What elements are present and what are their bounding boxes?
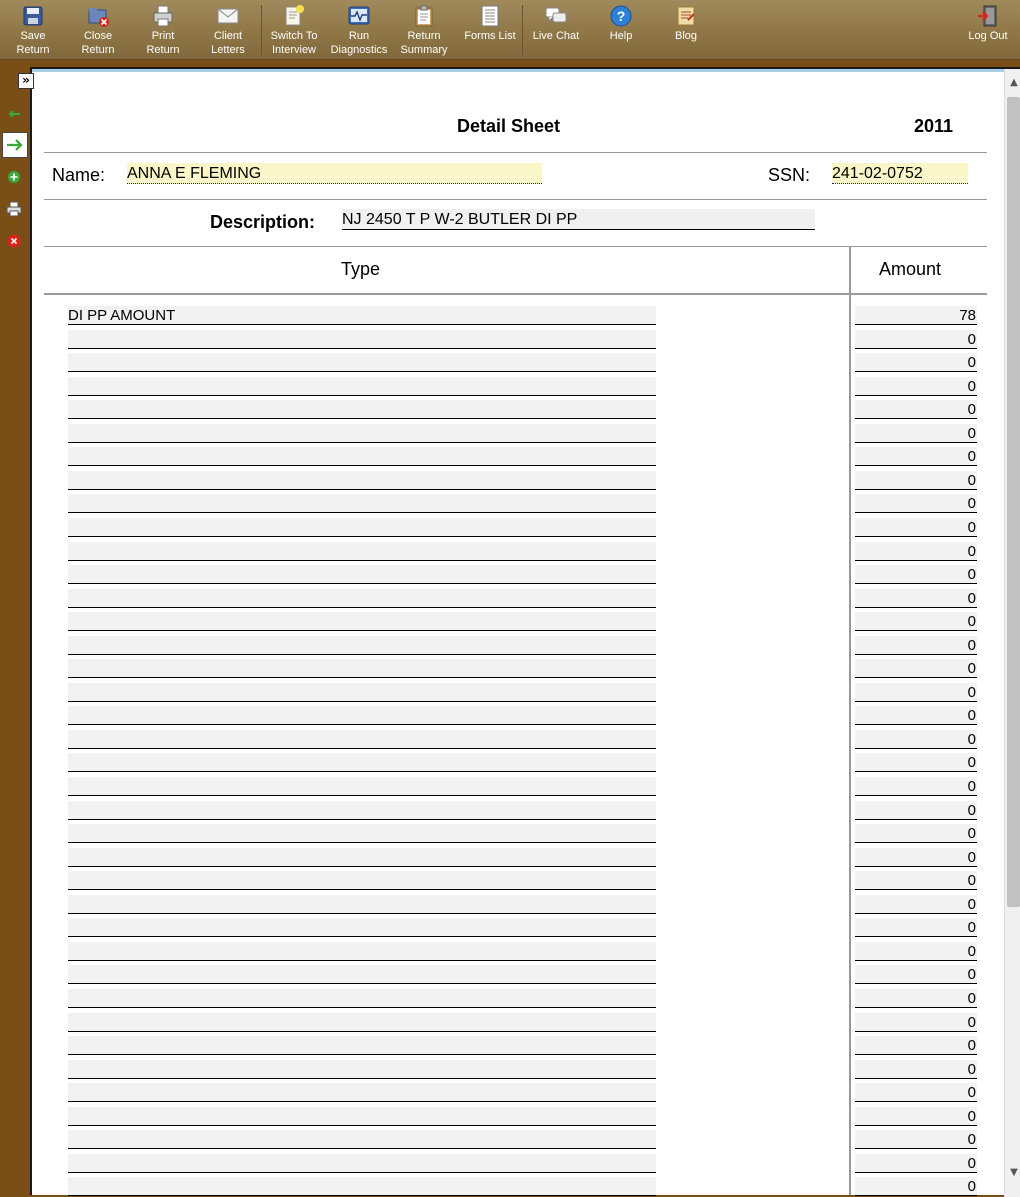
type-column-header: Type: [341, 259, 381, 279]
return-summary-button[interactable]: [393, 4, 455, 58]
amount-cell[interactable]: 0: [855, 1130, 977, 1149]
scrollbar-thumb[interactable]: [1007, 97, 1020, 907]
save-return-button[interactable]: [2, 4, 64, 58]
run-diagnostics-button[interactable]: [328, 4, 390, 58]
type-cell[interactable]: [68, 612, 656, 631]
frame-accent-bar: [32, 69, 1004, 72]
amount-cell[interactable]: 0: [855, 942, 977, 961]
type-cell[interactable]: [68, 494, 656, 513]
type-cell[interactable]: [68, 848, 656, 867]
amount-cell[interactable]: 0: [855, 612, 977, 631]
amount-cell[interactable]: 0: [855, 542, 977, 561]
log-out-door-icon: [976, 4, 1000, 28]
expand-panel-button[interactable]: »: [18, 73, 34, 89]
type-cell[interactable]: [68, 542, 656, 561]
live-chat-button[interactable]: [525, 4, 587, 58]
amount-cell[interactable]: 0: [855, 1177, 977, 1196]
type-cell[interactable]: [68, 1177, 656, 1196]
type-cell[interactable]: [68, 377, 656, 396]
amount-cell[interactable]: 0: [855, 1154, 977, 1173]
type-cell[interactable]: [68, 589, 656, 608]
amount-cell[interactable]: 0: [855, 871, 977, 890]
amount-cell[interactable]: 0: [855, 471, 977, 490]
delete-icon[interactable]: [4, 231, 24, 251]
type-cell[interactable]: [68, 471, 656, 490]
scroll-up-arrow-icon[interactable]: ▲: [1010, 77, 1018, 88]
close-return-label: Close Return: [81, 30, 115, 56]
amount-cell[interactable]: 0: [855, 400, 977, 419]
amount-cell[interactable]: 0: [855, 1083, 977, 1102]
amount-cell[interactable]: 0: [855, 377, 977, 396]
form-title: Detail Sheet: [457, 116, 561, 136]
amount-cell[interactable]: 0: [855, 589, 977, 608]
chat-bubbles-icon: [544, 4, 568, 28]
amount-column-header: Amount: [879, 259, 942, 279]
toolbar-separator: [261, 5, 262, 55]
type-cell[interactable]: [68, 942, 656, 961]
name-field[interactable]: ANNA E FLEMING: [127, 163, 542, 184]
divider: [44, 199, 987, 200]
amount-cell[interactable]: 0: [855, 447, 977, 466]
scroll-down-arrow-icon[interactable]: ▼: [1010, 1167, 1018, 1178]
forms-list-button[interactable]: [459, 4, 521, 58]
amount-cell[interactable]: 0: [855, 659, 977, 678]
amount-cell[interactable]: 0: [855, 1013, 977, 1032]
vertical-scrollbar[interactable]: [1004, 69, 1020, 1197]
type-cell[interactable]: [68, 400, 656, 419]
type-cell[interactable]: [68, 1060, 656, 1079]
print-return-label: Print Return: [146, 30, 180, 56]
type-cell[interactable]: [68, 989, 656, 1008]
run-diagnostics-label: Run Diagnostics: [330, 30, 388, 56]
print-icon[interactable]: [4, 199, 24, 219]
type-cell[interactable]: [68, 1083, 656, 1102]
type-cell[interactable]: [68, 777, 656, 796]
amount-cell[interactable]: 0: [855, 683, 977, 702]
amount-cell[interactable]: 78: [855, 306, 977, 325]
type-cell[interactable]: [68, 801, 656, 820]
amount-cell[interactable]: 0: [855, 730, 977, 749]
amount-cell[interactable]: 0: [855, 636, 977, 655]
help-label: Help: [609, 30, 633, 42]
print-return-button[interactable]: [132, 4, 194, 58]
type-cell[interactable]: [68, 895, 656, 914]
client-letters-label: Client Letters: [211, 30, 245, 56]
ssn-field[interactable]: 241-02-0752: [832, 163, 968, 184]
amount-cell[interactable]: 0: [855, 989, 977, 1008]
floppy-disk-icon: [21, 4, 45, 28]
type-cell[interactable]: DI PP AMOUNT: [68, 306, 656, 325]
name-label: Name:: [52, 165, 106, 185]
help-icon: [609, 4, 633, 28]
divider: [44, 246, 987, 247]
amount-cell[interactable]: 0: [855, 706, 977, 725]
type-cell[interactable]: [68, 1013, 656, 1032]
amount-cell[interactable]: 0: [855, 565, 977, 584]
divider: [44, 152, 987, 153]
back-arrow-icon[interactable]: [4, 104, 24, 124]
type-cell[interactable]: [68, 1036, 656, 1055]
amount-cell[interactable]: 0: [855, 424, 977, 443]
toolbar-separator: [522, 5, 523, 55]
type-cell[interactable]: [68, 659, 656, 678]
log-out-button[interactable]: [957, 4, 1019, 58]
amount-cell[interactable]: 0: [855, 801, 977, 820]
printer-icon: [151, 4, 175, 28]
switch-to-interview-label: Switch To Interview: [270, 30, 318, 56]
blog-scroll-icon: [674, 4, 698, 28]
description-field[interactable]: NJ 2450 T P W-2 BUTLER DI PP: [342, 209, 815, 230]
forward-arrow-icon: [3, 133, 27, 157]
column-divider: [849, 246, 851, 1195]
type-cell[interactable]: [68, 683, 656, 702]
type-cell[interactable]: [68, 1154, 656, 1173]
type-cell[interactable]: [68, 330, 656, 349]
switch-to-interview-button[interactable]: [263, 4, 325, 58]
help-button[interactable]: [590, 4, 652, 58]
description-label: Description:: [210, 212, 316, 232]
close-return-button[interactable]: [67, 4, 129, 58]
type-cell[interactable]: [68, 753, 656, 772]
diagnostics-monitor-icon: [347, 4, 371, 28]
svg-text:?: ?: [616, 8, 626, 24]
type-cell[interactable]: [68, 871, 656, 890]
amount-cell[interactable]: 0: [855, 824, 977, 843]
amount-cell[interactable]: 0: [855, 330, 977, 349]
header-divider: [44, 293, 987, 295]
close-folder-icon: [86, 4, 110, 28]
type-cell[interactable]: [68, 730, 656, 749]
amount-cell[interactable]: 0: [855, 848, 977, 867]
amount-cell[interactable]: 0: [855, 918, 977, 937]
type-cell[interactable]: [68, 1107, 656, 1126]
amount-cell[interactable]: 0: [855, 777, 977, 796]
add-icon[interactable]: [4, 167, 24, 187]
type-cell[interactable]: [68, 1130, 656, 1149]
left-sidebar: [0, 60, 30, 1195]
amount-cell[interactable]: 0: [855, 753, 977, 772]
type-cell[interactable]: [68, 518, 656, 537]
amount-cell[interactable]: 0: [855, 518, 977, 537]
amount-cell[interactable]: 0: [855, 895, 977, 914]
interview-document-icon: [282, 4, 306, 28]
save-return-label: Save Return: [16, 30, 50, 56]
type-cell[interactable]: [68, 706, 656, 725]
amount-cell[interactable]: 0: [855, 1036, 977, 1055]
type-cell[interactable]: [68, 965, 656, 984]
live-chat-label: Live Chat: [532, 30, 580, 42]
main-toolbar: [0, 0, 1020, 60]
log-out-label: Log Out: [968, 30, 1008, 42]
amount-cell[interactable]: 0: [855, 494, 977, 513]
amount-cell[interactable]: 0: [855, 1107, 977, 1126]
type-cell[interactable]: [68, 424, 656, 443]
type-cell[interactable]: [68, 918, 656, 937]
return-summary-label: Return Summary: [400, 30, 448, 56]
forms-list-label: Forms List: [464, 30, 516, 42]
type-cell[interactable]: [68, 447, 656, 466]
envelope-icon: [216, 4, 240, 28]
amount-cell[interactable]: 0: [855, 353, 977, 372]
type-cell[interactable]: [68, 636, 656, 655]
clipboard-icon: [412, 4, 436, 28]
forms-list-icon: [478, 4, 502, 28]
type-cell[interactable]: [68, 824, 656, 843]
ssn-label: SSN:: [768, 165, 811, 185]
blog-label: Blog: [674, 30, 698, 42]
tax-year: 2011: [914, 116, 954, 136]
amount-cell[interactable]: 0: [855, 965, 977, 984]
forward-arrow-button[interactable]: [2, 132, 28, 158]
type-cell[interactable]: [68, 565, 656, 584]
blog-button[interactable]: [655, 4, 717, 58]
client-letters-button[interactable]: [197, 4, 259, 58]
amount-cell[interactable]: 0: [855, 1060, 977, 1079]
type-cell[interactable]: [68, 353, 656, 372]
